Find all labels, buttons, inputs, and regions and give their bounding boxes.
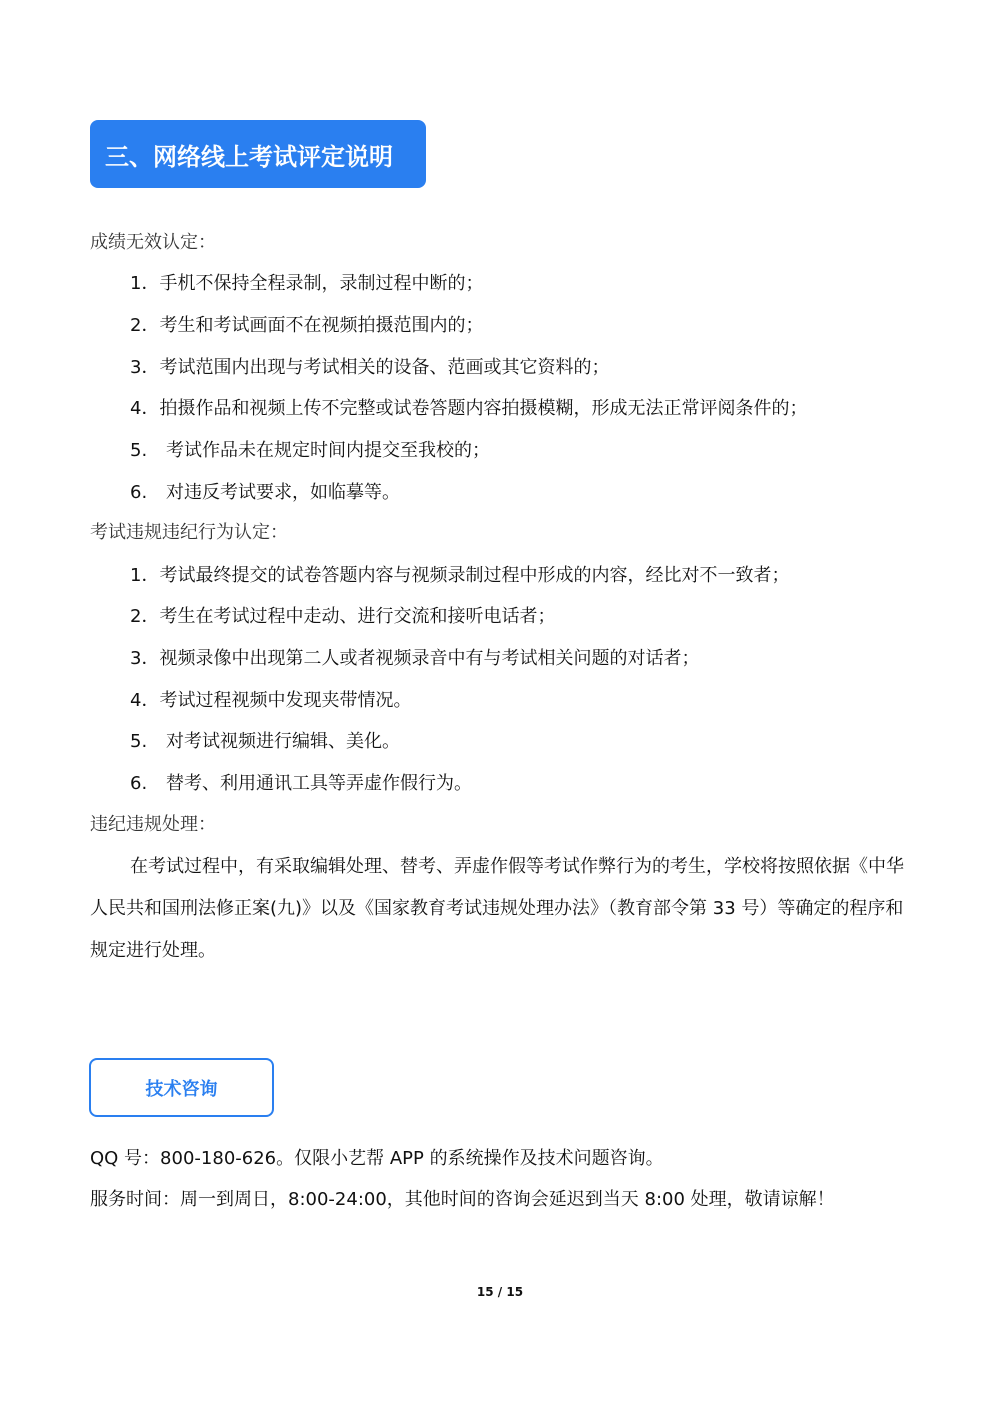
service-hours-line: 服务时间：周一到周日，8:00-24:00，其他时间的咨询会延迟到当天 8:00 处理，敬请谅解！	[90, 1189, 835, 1210]
list-item-text: 替考、利用通讯工具等弄虚作假行为。	[166, 773, 472, 794]
invalid-list-item	[130, 436, 490, 462]
violation-list-item	[130, 561, 789, 587]
tech-consult-button[interactable]: 技术咨询	[89, 1058, 274, 1117]
violation-heading: 考试违规违纪行为认定：	[90, 522, 288, 543]
list-item-number: 5.	[130, 440, 148, 461]
section-header	[90, 120, 426, 188]
list-item-text: 考生在考试过程中走动、进行交流和接听电话者；	[159, 606, 556, 627]
list-item-text: 手机不保持全程录制，录制过程中断的；	[159, 273, 484, 294]
list-item-text: 考试过程视频中发现夹带情况。	[159, 690, 412, 711]
list-item-number: 6.	[130, 773, 148, 794]
list-item-number: 3．	[130, 357, 160, 378]
list-item-number: 4．	[130, 690, 160, 711]
violation-list-item	[130, 686, 411, 712]
list-item-text: 拍摄作品和视频上传不完整或试卷答题内容拍摄模糊，形成无法正常评阅条件的；	[159, 398, 808, 419]
invalid-heading: 成绩无效认定：	[90, 232, 216, 253]
violation-list-item	[130, 602, 555, 628]
list-item-text: 对考试视频进行编辑、美化。	[166, 731, 400, 752]
page-number: 15 / 15	[476, 1285, 524, 1299]
list-item-number: 5.	[130, 731, 148, 752]
violation-list-item	[130, 644, 699, 670]
list-item-text: 考试作品未在规定时间内提交至我校的；	[166, 440, 490, 461]
list-item-number: 6.	[130, 482, 148, 503]
list-item-number: 2．	[130, 606, 160, 627]
handling-paragraph: 在考试过程中，有采取编辑处理、替考、弄虚作假等考试作弊行为的考生，学校将按照依据《中华人民共和国刑法修正案(九)》以及《国家教育考试违规处理办法》（教育部令第 33 号）等确定的程序和规定进行处理。	[90, 856, 904, 961]
invalid-list-item	[130, 269, 483, 295]
qq-contact-line: QQ 号：800-180-626。仅限小艺帮 APP 的系统操作及技术问题咨询。	[90, 1148, 664, 1169]
section-title: 三、网络线上考试评定说明	[105, 142, 393, 171]
list-item-number: 2．	[130, 315, 160, 336]
handling-heading: 违纪违规处理：	[90, 814, 216, 835]
list-item-number: 4．	[130, 398, 160, 419]
list-item-number: 3．	[130, 648, 160, 669]
list-item-text: 考生和考试画面不在视频拍摄范围内的；	[159, 315, 484, 336]
violation-list-item	[130, 727, 400, 753]
list-item-number: 1．	[130, 273, 160, 294]
list-item-number: 1．	[130, 565, 160, 586]
invalid-list-item	[130, 353, 609, 379]
list-item-text: 视频录像中出现第二人或者视频录音中有与考试相关问题的对话者；	[159, 648, 700, 669]
invalid-list-item	[130, 311, 483, 337]
list-item-text: 考试最终提交的试卷答题内容与视频录制过程中形成的内容，经比对不一致者；	[159, 565, 790, 586]
invalid-list-item	[130, 478, 400, 504]
invalid-list-item	[130, 394, 807, 420]
violation-list-item	[130, 769, 472, 795]
list-item-text: 考试范围内出现与考试相关的设备、范画或其它资料的；	[159, 357, 610, 378]
list-item-text: 对违反考试要求，如临摹等。	[166, 482, 400, 503]
